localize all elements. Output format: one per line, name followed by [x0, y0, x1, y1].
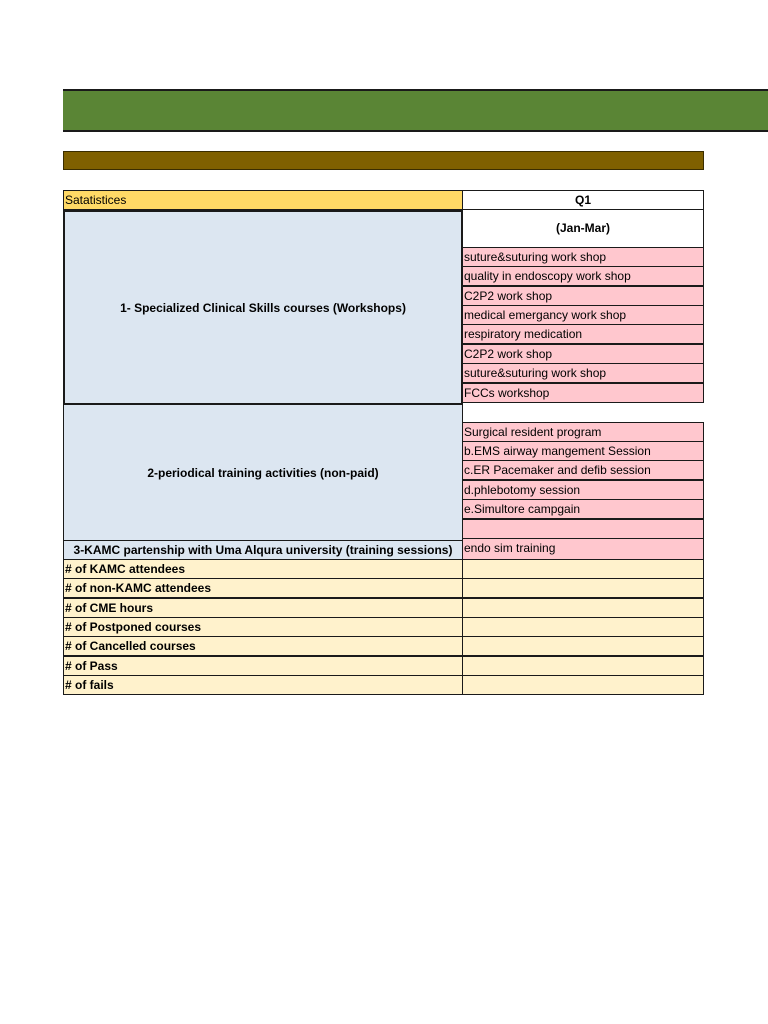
section-2-activity[interactable]: c.ER Pacemaker and defib session — [462, 460, 704, 480]
section-2-activity[interactable]: b.EMS airway mangement Session — [462, 441, 704, 461]
period-header-cell[interactable]: (Jan-Mar) — [462, 209, 704, 248]
stat-label-non-kamc-attendees[interactable]: # of non-KAMC attendees — [63, 578, 463, 598]
section-1-title-cell[interactable] — [63, 210, 463, 405]
section-1-activity[interactable]: quality in endoscopy work shop — [462, 266, 704, 286]
quarter-header-cell[interactable]: Q1 — [462, 190, 704, 210]
section-2-activity[interactable]: d.phlebotomy session — [462, 480, 704, 500]
section-2-title-cell[interactable] — [63, 404, 463, 541]
stat-label-fails[interactable]: # of fails — [63, 675, 463, 695]
stat-value-fails[interactable] — [462, 675, 704, 695]
section-1-activity[interactable]: C2P2 work shop — [462, 286, 704, 306]
section-2-title: 2-periodical training activities (non-paid) — [147, 465, 379, 480]
stat-label-pass[interactable]: # of Pass — [63, 656, 463, 676]
stat-value-non-kamc-attendees[interactable] — [462, 578, 704, 598]
stat-label-cancelled-courses[interactable]: # of Cancelled courses — [63, 636, 463, 656]
stat-value-kamc-attendees[interactable] — [462, 559, 704, 579]
stat-value-cme-hours[interactable] — [462, 598, 704, 618]
stat-label-kamc-attendees[interactable]: # of KAMC attendees — [63, 559, 463, 579]
section-2-activity[interactable]: Surgical resident program — [462, 422, 704, 442]
section-1-activity[interactable]: respiratory medication — [462, 324, 704, 344]
stat-value-pass[interactable] — [462, 656, 704, 676]
section-2-activity[interactable] — [462, 519, 704, 539]
statistics-header-cell[interactable]: Satatistices — [63, 190, 463, 210]
section-1-activity[interactable]: medical emergancy work shop — [462, 305, 704, 325]
section-3-title-cell[interactable]: 3-KAMC partenship with Uma Alqura university (training sessions) — [63, 540, 463, 560]
section-1-activity[interactable]: C2P2 work shop — [462, 344, 704, 364]
section-1-activity[interactable]: FCCs workshop — [462, 383, 704, 403]
section-1-title: 1- Specialized Clinical Skills courses (Workshops) — [120, 300, 406, 315]
section-2-activity[interactable]: e.Simultore campgain — [462, 499, 704, 519]
stat-label-postponed-courses[interactable]: # of Postponed courses — [63, 617, 463, 637]
subtitle-banner — [63, 151, 704, 170]
section-1-activity[interactable]: suture&suturing work shop — [462, 247, 704, 267]
title-banner — [63, 89, 768, 132]
section-3-activity[interactable]: endo sim training — [462, 538, 704, 560]
stat-value-cancelled-courses[interactable] — [462, 636, 704, 656]
stat-label-cme-hours[interactable]: # of CME hours — [63, 598, 463, 618]
section-1-activity[interactable]: suture&suturing work shop — [462, 363, 704, 383]
stat-value-postponed-courses[interactable] — [462, 617, 704, 637]
